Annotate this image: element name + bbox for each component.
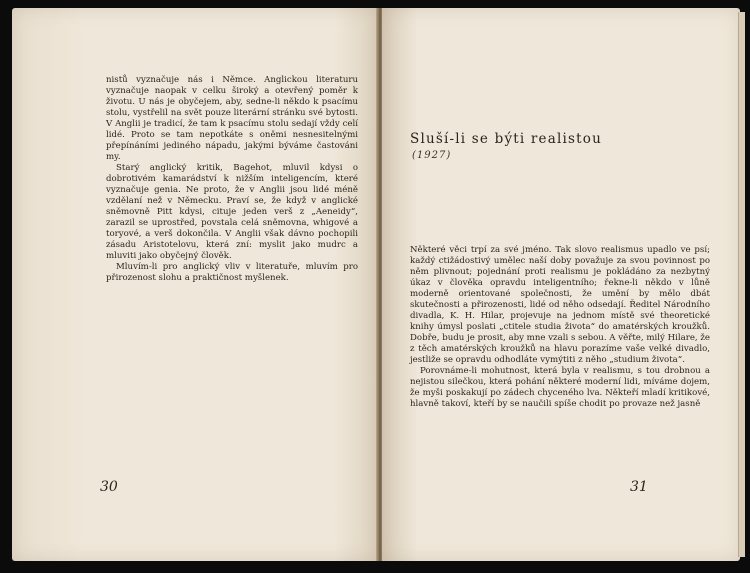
page-number: 31	[630, 479, 648, 495]
chapter-title: Sluší-li se býti realistou	[410, 131, 603, 147]
paragraph: Starý anglický kritik, Bagehot, mluvil kdysi o dobrotivém kamarádství k nižším inteligencím, které vyznačuje genia. Ne proto, že v Anglii jsou lidé méně vzdělaní než v Německu. Praví se, že když v anglické sněmovně Pitt kdysi, cituje jeden verš z „Aeneidy“, zarazil se uprostřed, povstala celá sněmovna, whigové a toryové, a verš dokončila. V Anglii však dávno pochopili zásadu Aristotelovu, která zní: myslit jako mudrc a mluviti jako obyčejný člověk.	[106, 163, 358, 261]
right-page-text	[410, 245, 710, 410]
left-page-text	[106, 75, 358, 284]
page-number: 30	[100, 479, 118, 495]
paragraph: nistů vyznačuje nás i Němce. Anglickou literaturu vyznačuje naopak v celku široký a otevřený poměr k životu. U nás je obyčejem, aby, sedne-li někdo k psacímu stolu, vystřelil na svět pouze literární stránku své bytosti. V Anglii je tradicí, že tam k psacímu stolu sedají vždy celí lidé. Proto se tam nepotkáte s oněmi nesnesitelnými přepínáními jediného nápadu, jakými býváme častováni my.	[106, 75, 358, 162]
paragraph: Mluvím-li pro anglický vliv v literatuře, mluvím pro přirozenost slohu a praktičnost myšlenek.	[106, 262, 358, 283]
page-edge	[738, 12, 745, 557]
paragraph: Porovnáme-li mohutnost, která byla v realismu, s tou drobnou a nejistou silečkou, která pohání některé moderní lidi, míváme dojem, že myši poskakují po zádech chyceného lva. Někteří mladí kritikové, hlavně takoví, kteří by se naučili spíše chodit po provaze než jasně	[410, 366, 710, 409]
paragraph: Některé věci trpí za své jméno. Tak slovo realismus upadlo ve psí; každý ctižádostivý umělec naší doby považuje za svou povinnost po něm plivnout; pojednání proti realismu je pokládáno za nezbytný úkaz v člověka opravdu inteligentního; řekne-li někdo v lůně moderně orientované společnosti, že umění by mělo dbát skutečnosti a přirozenosti, lidé od něho odsedají. Ředitel Národního divadla, K. H. Hilar, projevuje na jednom místě své theoretické knihy úmysl poslati „ctitele studia života“ do amatérských kroužků. Dobře, budu je prosit, aby mne vzali s sebou. A věřte, milý Hilare, že z těch amatérských kroužků na hlavu porazíme vaše velké divadlo, jestliže se opravdu odhodláte vymýtiti z něho „studium života“.	[410, 245, 710, 365]
chapter-year: (1927)	[412, 150, 452, 161]
left-page	[12, 8, 378, 561]
right-page	[382, 8, 740, 561]
